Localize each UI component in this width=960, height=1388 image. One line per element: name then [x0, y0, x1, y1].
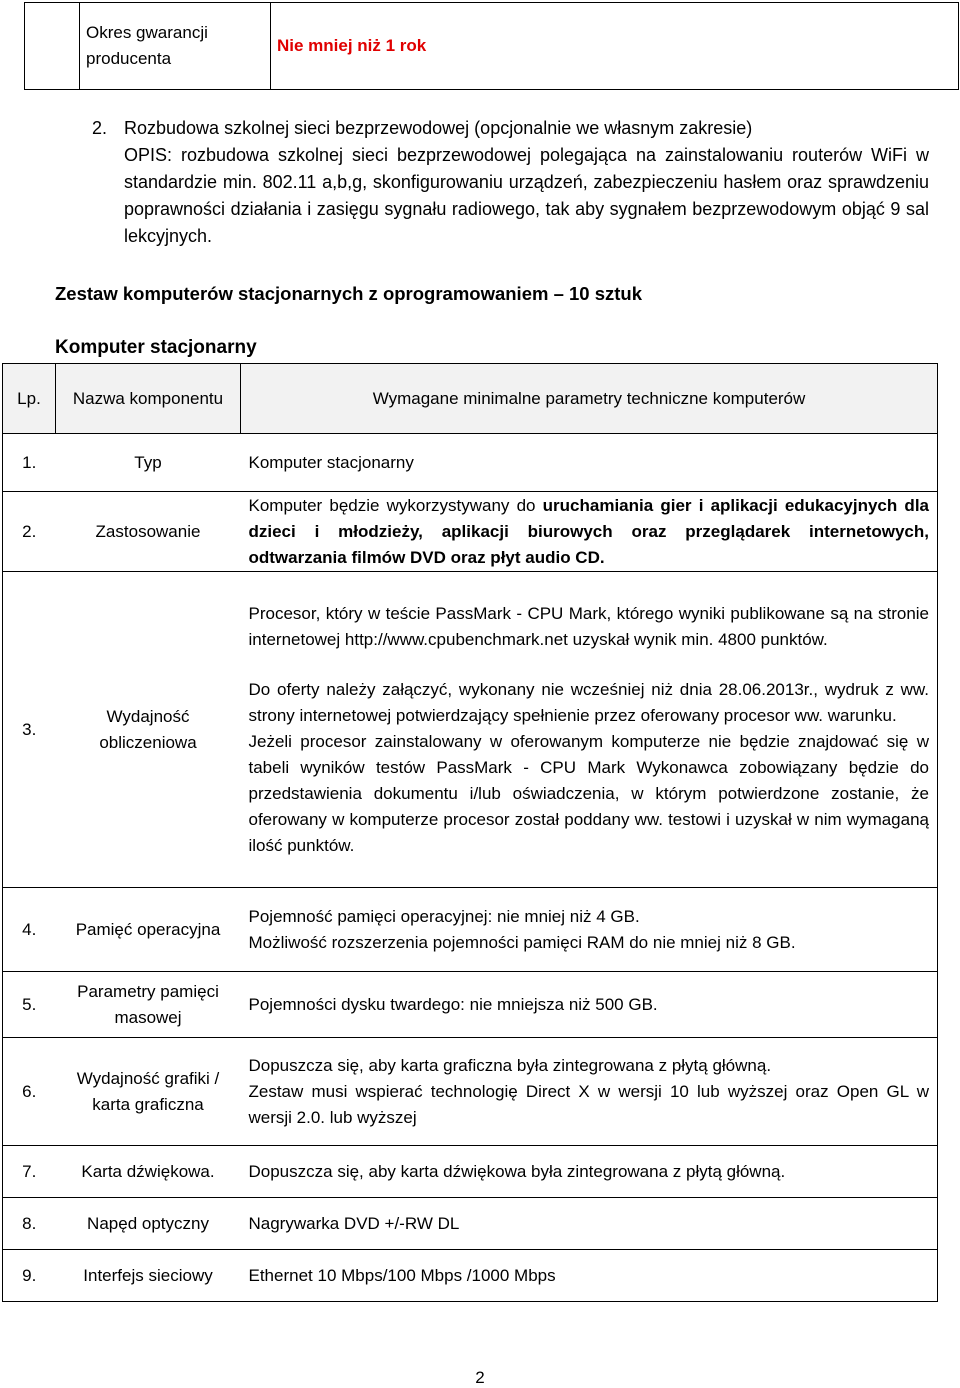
table-row: [3, 1198, 938, 1250]
row-value-bold: uruchamiania gier i aplikacji edukacyjnych dla dzieci i młodzieży, aplikacji biurowych oraz przeglądarek internetowych, odtwarzania filmów DVD oraz płyt audio CD.: [248, 495, 929, 567]
row-name: Parametry pamięci masowej: [56, 972, 241, 1038]
row-name: Interfejs sieciowy: [56, 1250, 241, 1302]
table-row: [3, 572, 938, 888]
row-name: Karta dźwiękowa.: [56, 1146, 241, 1198]
ram-capacity: Pojemność pamięci operacyjnej: nie mniej niż 4 GB.: [248, 906, 640, 926]
table-row: [3, 1146, 938, 1198]
warranty-label: Okres gwarancji producenta: [80, 3, 271, 90]
row-lp: 2.: [3, 492, 56, 572]
cpu-alternative-proof: Jeżeli procesor zainstalowany w oferowanym komputerze nie będzie znajdować się w tabeli wyników testów PassMark - CPU Mark Wykonawca zobowiązany będzie do przedstawienia dokumentu i/lub oświadczenia, w którym potwierdzone zostanie, że oferowany w komputerze procesor został poddany ww. testowi i uzyskał w nim wymaganą ilość punktów.: [248, 731, 929, 855]
warranty-table: [24, 2, 959, 90]
row-lp: 5.: [3, 972, 56, 1038]
set-heading: Zestaw komputerów stacjonarnych z oprogramowaniem – 10 sztuk: [55, 283, 643, 304]
section-description: OPIS: rozbudowa szkolnej sieci bezprzewodowej polegająca na zainstalowaniu routerów WiFi w standardzie min. 802.11 a,b,g, skonfigurowaniu urządzeń, zabezpieczeniu hasłem oraz sprawdzeniu poprawności działania i zasięgu sygnału radiowego, tak aby sygnałem bezprzewodowym objąć 9 sal lekcyjnych.: [124, 145, 929, 246]
header-name: Nazwa komponentu: [56, 364, 241, 434]
row-name: Pamięć operacyjna: [56, 888, 241, 972]
table-row: [3, 492, 938, 572]
row-name: Napęd optyczny: [56, 1198, 241, 1250]
row-value: Komputer stacjonarny: [241, 434, 938, 492]
row-name: Typ: [56, 434, 241, 492]
header-lp: Lp.: [3, 364, 56, 434]
page-number: 2: [475, 1368, 485, 1387]
cpu-benchmark-requirement: Procesor, który w teście PassMark - CPU Mark, którego wyniki publikowane są na stronie internetowej http://www.cpubenchmark.net uzyskał wynik min. 4800 punktów.: [248, 603, 929, 649]
row-lp: 4.: [3, 888, 56, 972]
row-name: Wydajność grafiki / karta graficzna: [56, 1038, 241, 1146]
section-2: [86, 115, 929, 250]
section-title: Rozbudowa szkolnej sieci bezprzewodowej (opcjonalnie we własnym zakresie): [124, 118, 753, 138]
row-name: Wydajność obliczeniowa: [56, 572, 241, 888]
warranty-row: [25, 3, 959, 90]
table-row: [3, 972, 938, 1038]
table-header-row: [3, 364, 938, 434]
cpu-offer-attachment: Do oferty należy załączyć, wykonany nie wcześniej niż dnia 28.06.2013r., wydruk z ww. strony internetowej potwierdzający spełnienie przez oferowany procesor ww. warunku.: [248, 679, 929, 725]
row-lp: 6.: [3, 1038, 56, 1146]
row-value: Nagrywarka DVD +/-RW DL: [241, 1198, 938, 1250]
row-value: Pojemności dysku twardego: nie mniejsza niż 500 GB.: [241, 972, 938, 1038]
row-value: Ethernet 10 Mbps/100 Mbps /1000 Mbps: [241, 1250, 938, 1302]
table-row: [3, 1038, 938, 1146]
row-value: [241, 1038, 938, 1146]
row-value: [241, 888, 938, 972]
warranty-empty-cell: [25, 3, 80, 90]
gpu-directx-opengl: Zestaw musi wspierać technologię Direct X w wersji 10 lub wyższej oraz Open GL w wersji 2.0. lub wyższej: [248, 1081, 929, 1127]
row-name: Zastosowanie: [56, 492, 241, 572]
warranty-value: Nie mniej niż 1 rok: [271, 3, 959, 90]
table-row: [3, 1250, 938, 1302]
section-number: 2.: [92, 118, 108, 138]
gpu-integrated: Dopuszcza się, aby karta graficzna była zintegrowana z płytą główną.: [248, 1055, 772, 1075]
row-value: [241, 492, 938, 572]
row-lp: 3.: [3, 572, 56, 888]
row-lp: 1.: [3, 434, 56, 492]
row-lp: 7.: [3, 1146, 56, 1198]
row-lp: 9.: [3, 1250, 56, 1302]
row-value: Dopuszcza się, aby karta dźwiękowa była zintegrowana z płytą główną.: [241, 1146, 938, 1198]
computer-heading: Komputer stacjonarny: [55, 337, 257, 358]
ram-expansion: Możliwość rozszerzenia pojemności pamięci RAM do nie mniej niż 8 GB.: [248, 932, 796, 952]
row-value-prefix: Komputer będzie wykorzystywany do: [248, 495, 543, 515]
row-lp: 8.: [3, 1198, 56, 1250]
header-requirements: Wymagane minimalne parametry techniczne komputerów: [241, 364, 938, 434]
table-row: [3, 888, 938, 972]
table-row: [3, 434, 938, 492]
spec-table: [2, 363, 938, 1302]
row-value: [241, 572, 938, 888]
